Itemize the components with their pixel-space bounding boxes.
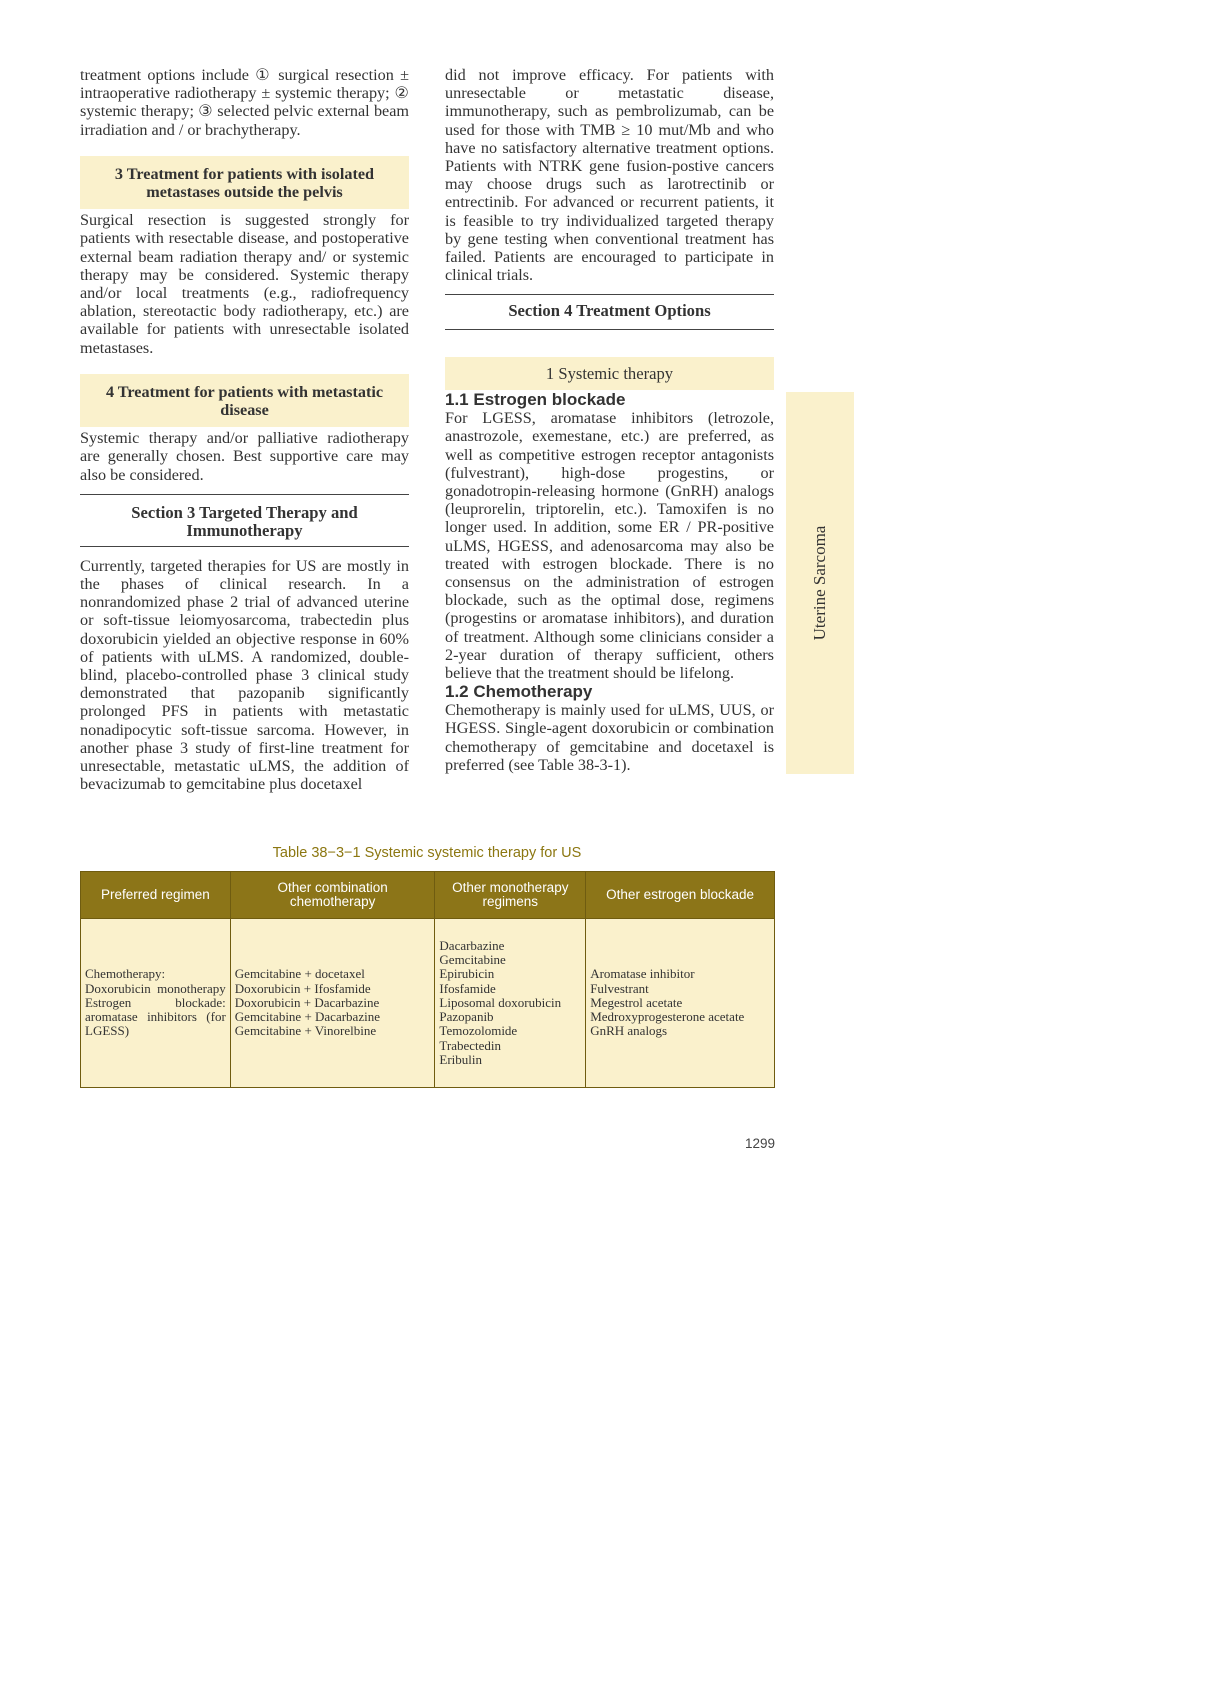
heading-isolated-metastases: 3 Treatment for patients with isolated metastases outside the pelvis xyxy=(80,156,409,209)
list-item: Gemcitabine xyxy=(439,952,506,968)
table-caption: Table 38−3−1 Systemic systemic therapy for US xyxy=(272,845,582,861)
list-item: Gemcitabine + docetaxel xyxy=(234,966,365,982)
paragraph-treatment-options: treatment options include ① surgical resection ± intraoperative radiotherapy ± systemic therapy; ② systemic therapy; ③ selected pelvic external beam irradiation and / or brachytherapy. xyxy=(80,66,409,139)
paragraph-section-3: Currently, targeted therapies for US are mostly in the phases of clinical research. In a nonrandomized phase 2 trial of advanced uterine or soft-tissue leiomyosarcoma, trabectedin plus doxorubicin yielded an objective response in 60% of patients with uLMS. A randomized, double-blind, placebo-controlled phase 3 clinical study demonstrated that pazopanib significantly prolonged PFS in patients with metastatic nonadipocytic soft-tissue sarcoma. However, in another phase 3 study of first-line treatment for unresectable, metastatic uLMS, the addition of bevacizumab to gemcitabine plus docetaxel xyxy=(80,556,409,794)
list-item: Gemcitabine + Vinorelbine xyxy=(234,1023,377,1039)
heading-estrogen-blockade: 1.1 Estrogen blockade xyxy=(445,390,626,410)
regimen-table xyxy=(80,871,775,1088)
cell-preferred-regimen xyxy=(81,919,231,1088)
list-item: Medroxyprogesterone acetate xyxy=(590,1009,745,1025)
right-column xyxy=(445,66,774,774)
list-item: Trabectedin xyxy=(439,1037,502,1053)
heading-metastatic-disease: 4 Treatment for patients with metastatic disease xyxy=(80,374,409,427)
header-other-monotherapy: Other monotherapy regimens xyxy=(435,872,586,919)
paragraph-isolated-metastases: Surgical resection is suggested strongly for patients with resectable disease, and postoperative external beam radiation therapy and/ or systemic therapy may be considered. Systemic therapy and/or local treatments (e.g., radiofrequency ablation, stereotactic body radiotherapy, etc.) are available for patients with unresectable isolated metastases. xyxy=(80,211,409,357)
section-3-title: Section 3 Targeted Therapy and Immunotherapy xyxy=(80,494,409,547)
section-4-title: Section 4 Treatment Options xyxy=(445,294,774,330)
paragraph-estrogen-blockade: For LGESS, aromatase inhibitors (letrozole, anastrozole, exemestane, etc.) are preferred, as well as competitive estrogen receptor antagonists (fulvestrant), high-dose progestins, or gonadotropin-releasing hormone (GnRH) analogs (leuprorelin, triptorelin, etc.). Tamoxifen is no longer used. In addition, some ER / PR-positive uLMS, HGESS, and adenosarcoma may also be treated with estrogen blockade. There is no consensus on the administration of estrogen blockade, such as the optimal dose, regimens (progestins or aromatase inhibitors), and duration of treatment. Although some clinicians consider a 2-year duration of therapy sufficient, others believe that the treatment should be lifelong. xyxy=(445,409,774,682)
preferred-regimen-text: Chemotherapy: Doxorubicin monotherapy Estrogen blockade: aromatase inhibitors (for LGESS) xyxy=(85,966,226,1039)
cell-monotherapy xyxy=(435,919,586,1088)
header-other-estrogen: Other estrogen blockade xyxy=(586,872,775,919)
list-item: Doxorubicin + Ifosfamide xyxy=(234,980,371,996)
table-row xyxy=(81,919,775,1088)
list-item: Temozolomide xyxy=(439,1023,518,1039)
list-item: Liposomal doxorubicin xyxy=(439,994,562,1010)
cell-combination xyxy=(230,919,435,1088)
paragraph-immunotherapy: did not improve efficacy. For patients with unresectable or metastatic disease, immunotherapy, such as pembrolizumab, can be used for those with TMB ≥ 10 mut/Mb and who have no satisfactory alternative treatment options. Patients with NTRK gene fusion-postive cancers may choose drugs such as larotrectinib or entrectinib. For advanced or recurrent patients, it is feasible to try individualized targeted therapy by gene testing when conventional treatment has failed. Patients are encouraged to participate in clinical trials. xyxy=(445,66,774,285)
paragraph-chemotherapy: Chemotherapy is mainly used for uLMS, UUS, or HGESS. Single-agent doxorubicin or combination chemotherapy of gemcitabine and docetaxel is preferred (see Table 38-3-1). xyxy=(445,701,774,774)
list-item: Ifosfamide xyxy=(439,980,496,996)
list-item: Dacarbazine xyxy=(439,938,505,954)
list-item: Doxorubicin + Dacarbazine xyxy=(234,994,380,1010)
table-header-row xyxy=(81,872,775,919)
list-item: Eribulin xyxy=(439,1051,483,1067)
left-column xyxy=(80,66,409,794)
header-preferred-regimen: Preferred regimen xyxy=(81,872,231,919)
list-item: GnRH analogs xyxy=(590,1023,668,1039)
list-item: Epirubicin xyxy=(439,966,495,982)
list-item: Aromatase inhibitor xyxy=(590,966,695,982)
list-item: Pazopanib xyxy=(439,1009,494,1025)
heading-systemic-therapy: 1 Systemic therapy xyxy=(445,357,774,390)
paragraph-metastatic-disease: Systemic therapy and/or palliative radiotherapy are generally chosen. Best supportive care may also be considered. xyxy=(80,429,409,484)
list-item: Fulvestrant xyxy=(590,980,649,996)
list-item: Megestrol acetate xyxy=(590,994,683,1010)
page-number: 1299 xyxy=(744,1136,775,1151)
heading-chemotherapy: 1.2 Chemotherapy xyxy=(445,682,593,702)
cell-estrogen-blockade xyxy=(586,919,775,1088)
header-other-combination: Other combination chemotherapy xyxy=(230,872,435,919)
side-tab-label: Uterine Sarcoma xyxy=(810,525,829,641)
list-item: Gemcitabine + Dacarbazine xyxy=(234,1009,380,1025)
side-chapter-tab xyxy=(786,392,854,774)
